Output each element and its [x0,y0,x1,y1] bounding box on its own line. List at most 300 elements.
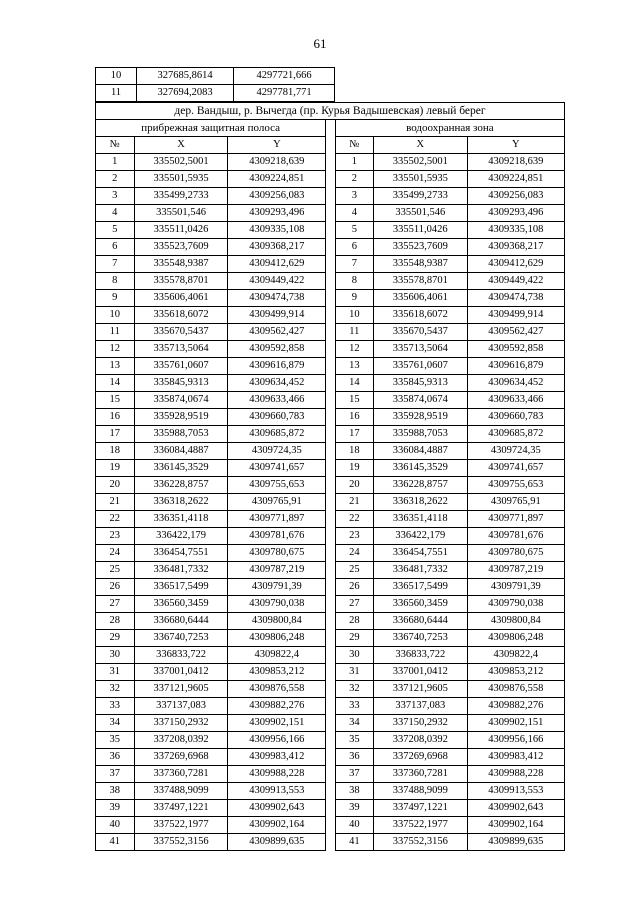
right-coordinate-x: 335511,0426 [373,222,467,239]
right-coordinate-y: 4309988,228 [467,766,564,783]
left-point-number: 20 [96,477,135,494]
table-row [96,511,565,528]
left-point-number: 30 [96,647,135,664]
header-y: Y [467,137,564,154]
left-point-number: 28 [96,613,135,630]
left-point-number: 22 [96,511,135,528]
left-coordinate-x: 336517,5499 [134,579,228,596]
right-coordinate-x: 335845,9313 [373,375,467,392]
right-coordinate-x: 335874,0674 [373,392,467,409]
table-row [96,239,565,256]
left-coordinate-x: 335618,6072 [134,307,228,324]
right-point-number: 5 [335,222,373,239]
table-row [96,358,565,375]
left-coordinate-y: 4309781,676 [228,528,326,545]
left-coordinate-x: 337360,7281 [134,766,228,783]
coordinate-x: 327694,2083 [137,85,234,102]
left-coordinate-y: 4309741,657 [228,460,326,477]
left-point-number: 36 [96,749,135,766]
gap-cell [326,732,335,749]
header-number: № [96,137,135,154]
gap-cell [326,545,335,562]
right-point-number: 15 [335,392,373,409]
gap-cell [326,154,335,171]
left-point-number: 39 [96,800,135,817]
right-coordinate-y: 4309592,858 [467,341,564,358]
page-number: 61 [313,36,327,51]
right-point-number: 12 [335,341,373,358]
left-coordinate-x: 336680,6444 [134,613,228,630]
right-coordinate-x: 335618,6072 [373,307,467,324]
right-coordinate-x: 335670,5437 [373,324,467,341]
table-row [96,545,565,562]
gap-cell [326,596,335,613]
table-row [96,341,565,358]
right-point-number: 35 [335,732,373,749]
right-point-number: 33 [335,698,373,715]
table-row [96,68,335,85]
left-point-number: 25 [96,562,135,579]
right-coordinate-y: 4309853,212 [467,664,564,681]
left-coordinate-y: 4309293,496 [228,205,326,222]
table-row [96,630,565,647]
left-coordinate-x: 337121,9605 [134,681,228,698]
left-coordinate-y: 4309853,212 [228,664,326,681]
right-coordinate-x: 335928,9519 [373,409,467,426]
right-coordinate-x: 337522,1977 [373,817,467,834]
right-coordinate-x: 335761,0607 [373,358,467,375]
table-row [96,205,565,222]
left-coordinate-x: 335845,9313 [134,375,228,392]
table-row [96,85,335,102]
header-x: X [373,137,467,154]
left-point-number: 33 [96,698,135,715]
right-point-number: 14 [335,375,373,392]
gap-cell [326,766,335,783]
gap-cell [326,239,335,256]
left-point-number: 27 [96,596,135,613]
gap-cell [326,562,335,579]
left-coordinate-y: 4309592,858 [228,341,326,358]
left-coordinate-y: 4309218,639 [228,154,326,171]
left-point-number: 13 [96,358,135,375]
right-coordinate-y: 4309224,851 [467,171,564,188]
left-coordinate-y: 4309787,219 [228,562,326,579]
right-point-number: 27 [335,596,373,613]
gap-cell [326,647,335,664]
header-x: X [134,137,228,154]
right-coordinate-y: 4309787,219 [467,562,564,579]
left-coordinate-y: 4309685,872 [228,426,326,443]
gap-cell [326,171,335,188]
right-point-number: 28 [335,613,373,630]
left-coordinate-x: 336422,179 [134,528,228,545]
left-coordinate-y: 4309956,166 [228,732,326,749]
table-row [96,290,565,307]
right-coordinate-x: 336454,7551 [373,545,467,562]
right-coordinate-y: 4309781,676 [467,528,564,545]
right-point-number: 19 [335,460,373,477]
left-coordinate-x: 335578,8701 [134,273,228,290]
right-coordinate-x: 336740,7253 [373,630,467,647]
gap-cell [326,749,335,766]
right-point-number: 39 [335,800,373,817]
left-point-number: 21 [96,494,135,511]
gap-cell [326,120,335,137]
left-coordinate-y: 4309913,553 [228,783,326,800]
right-coordinate-y: 4309218,639 [467,154,564,171]
right-point-number: 2 [335,171,373,188]
gap-cell [326,426,335,443]
table-row [96,817,565,834]
left-coordinate-y: 4309224,851 [228,171,326,188]
table-row [96,222,565,239]
left-coordinate-y: 4309806,248 [228,630,326,647]
left-coordinate-x: 336560,3459 [134,596,228,613]
right-coordinate-y: 4309822,4 [467,647,564,664]
table-row [96,256,565,273]
table-row [96,783,565,800]
table-row [96,766,565,783]
gap-cell [326,511,335,528]
left-coordinate-y: 4309449,422 [228,273,326,290]
left-coordinate-y: 4309902,164 [228,817,326,834]
coordinate-y: 4297721,666 [234,68,335,85]
right-point-number: 34 [335,715,373,732]
right-coordinate-x: 335548,9387 [373,256,467,273]
right-coordinate-y: 4309634,452 [467,375,564,392]
right-coordinate-x: 337137,083 [373,698,467,715]
right-coordinate-x: 337269,6968 [373,749,467,766]
right-coordinate-x: 336481,7332 [373,562,467,579]
left-point-number: 8 [96,273,135,290]
header-y: Y [228,137,326,154]
right-coordinate-y: 4309633,466 [467,392,564,409]
left-coordinate-x: 337001,0412 [134,664,228,681]
table-row [96,681,565,698]
table-row [96,375,565,392]
table-row [96,460,565,477]
gap-cell [326,256,335,273]
right-coordinate-y: 4309902,151 [467,715,564,732]
right-section-title: водоохранная зона [335,120,564,137]
gap-cell [326,528,335,545]
coordinate-x: 327685,8614 [137,68,234,85]
left-coordinate-x: 337488,9099 [134,783,228,800]
left-coordinate-x: 337137,083 [134,698,228,715]
right-coordinate-y: 4309474,738 [467,290,564,307]
right-point-number: 23 [335,528,373,545]
right-point-number: 25 [335,562,373,579]
left-coordinate-x: 336833,722 [134,647,228,664]
left-point-number: 14 [96,375,135,392]
table-row [96,443,565,460]
right-coordinate-x: 337150,2932 [373,715,467,732]
right-coordinate-y: 4309660,783 [467,409,564,426]
table-row [96,613,565,630]
table-row [96,307,565,324]
left-coordinate-x: 335511,0426 [134,222,228,239]
left-point-number: 19 [96,460,135,477]
right-point-number: 17 [335,426,373,443]
right-coordinate-y: 4309790,038 [467,596,564,613]
right-point-number: 9 [335,290,373,307]
right-coordinate-x: 335502,5001 [373,154,467,171]
right-coordinate-y: 4309724,35 [467,443,564,460]
left-point-number: 26 [96,579,135,596]
right-coordinate-y: 4309256,083 [467,188,564,205]
gap-cell [326,341,335,358]
right-coordinate-y: 4309562,427 [467,324,564,341]
right-point-number: 11 [335,324,373,341]
gap-cell [326,817,335,834]
right-point-number: 31 [335,664,373,681]
right-coordinate-y: 4309899,635 [467,834,564,851]
right-coordinate-y: 4309771,897 [467,511,564,528]
right-coordinate-y: 4309765,91 [467,494,564,511]
left-point-number: 31 [96,664,135,681]
left-coordinate-x: 335670,5437 [134,324,228,341]
right-point-number: 26 [335,579,373,596]
right-coordinate-x: 335501,5935 [373,171,467,188]
left-point-number: 6 [96,239,135,256]
left-coordinate-x: 337150,2932 [134,715,228,732]
right-point-number: 7 [335,256,373,273]
left-coordinate-y: 4309633,466 [228,392,326,409]
right-coordinate-y: 4309956,166 [467,732,564,749]
left-coordinate-y: 4309368,217 [228,239,326,256]
left-coordinate-y: 4309755,653 [228,477,326,494]
table-row [96,664,565,681]
right-coordinate-y: 4309685,872 [467,426,564,443]
right-coordinate-y: 4309882,276 [467,698,564,715]
table-row [96,171,565,188]
gap-cell [326,783,335,800]
left-coordinate-y: 4309335,108 [228,222,326,239]
right-point-number: 21 [335,494,373,511]
right-point-number: 16 [335,409,373,426]
right-coordinate-y: 4309806,248 [467,630,564,647]
left-point-number: 1 [96,154,135,171]
gap-cell [326,222,335,239]
left-point-number: 34 [96,715,135,732]
left-point-number: 12 [96,341,135,358]
gap-cell [326,630,335,647]
right-coordinate-x: 335523,7609 [373,239,467,256]
table-row [96,426,565,443]
right-coordinate-x: 335988,7053 [373,426,467,443]
right-coordinate-x: 337121,9605 [373,681,467,698]
right-coordinate-y: 4309293,496 [467,205,564,222]
right-coordinate-y: 4309791,39 [467,579,564,596]
left-coordinate-y: 4309474,738 [228,290,326,307]
gap-cell [326,273,335,290]
right-coordinate-x: 335499,2733 [373,188,467,205]
table-row [96,715,565,732]
table-row [96,392,565,409]
table-row [96,562,565,579]
gap-cell [326,409,335,426]
left-coordinate-x: 335606,4061 [134,290,228,307]
right-coordinate-x: 336422,179 [373,528,467,545]
left-coordinate-x: 335523,7609 [134,239,228,256]
right-coordinate-y: 4309902,164 [467,817,564,834]
right-point-number: 29 [335,630,373,647]
right-coordinate-x: 336145,3529 [373,460,467,477]
table-row [96,579,565,596]
left-point-number: 32 [96,681,135,698]
right-coordinate-y: 4309876,558 [467,681,564,698]
table-row [96,749,565,766]
left-point-number: 5 [96,222,135,239]
left-coordinate-y: 4309983,412 [228,749,326,766]
gap-cell [326,664,335,681]
left-coordinate-x: 335928,9519 [134,409,228,426]
right-coordinate-x: 336351,4118 [373,511,467,528]
right-point-number: 36 [335,749,373,766]
left-coordinate-x: 337269,6968 [134,749,228,766]
table-row [96,800,565,817]
left-coordinate-x: 336740,7253 [134,630,228,647]
left-coordinate-y: 4309499,914 [228,307,326,324]
gap-cell [326,800,335,817]
right-coordinate-x: 336517,5499 [373,579,467,596]
table-row [96,647,565,664]
right-coordinate-x: 335578,8701 [373,273,467,290]
table-row [96,477,565,494]
gap-cell [326,188,335,205]
right-coordinate-y: 4309499,914 [467,307,564,324]
table-row [96,409,565,426]
gap-cell [326,290,335,307]
gap-cell [326,477,335,494]
gap-cell [326,324,335,341]
right-coordinate-x: 336833,722 [373,647,467,664]
right-point-number: 13 [335,358,373,375]
left-coordinate-x: 335501,5935 [134,171,228,188]
gap-cell [326,392,335,409]
table-row [96,834,565,851]
left-coordinate-y: 4309902,151 [228,715,326,732]
point-number: 10 [96,68,137,85]
right-coordinate-y: 4309335,108 [467,222,564,239]
right-coordinate-y: 4309368,217 [467,239,564,256]
right-coordinate-y: 4309412,629 [467,256,564,273]
gap-cell [326,494,335,511]
left-coordinate-y: 4309822,4 [228,647,326,664]
left-point-number: 29 [96,630,135,647]
left-point-number: 35 [96,732,135,749]
right-coordinate-y: 4309780,675 [467,545,564,562]
left-point-number: 24 [96,545,135,562]
right-point-number: 41 [335,834,373,851]
left-coordinate-x: 335988,7053 [134,426,228,443]
right-coordinate-x: 336318,2622 [373,494,467,511]
left-coordinate-y: 4309791,39 [228,579,326,596]
right-coordinate-x: 337497,1221 [373,800,467,817]
table-row [96,698,565,715]
left-point-number: 3 [96,188,135,205]
right-point-number: 22 [335,511,373,528]
right-point-number: 38 [335,783,373,800]
right-point-number: 10 [335,307,373,324]
right-coordinate-y: 4309913,553 [467,783,564,800]
gap-cell [326,375,335,392]
right-coordinate-x: 336560,3459 [373,596,467,613]
left-coordinate-y: 4309634,452 [228,375,326,392]
left-point-number: 38 [96,783,135,800]
right-point-number: 30 [335,647,373,664]
right-point-number: 40 [335,817,373,834]
left-coordinate-y: 4309899,635 [228,834,326,851]
continuation-table [95,67,335,102]
gap-cell [326,205,335,222]
table-row [96,596,565,613]
right-coordinate-y: 4309449,422 [467,273,564,290]
left-coordinate-x: 337208,0392 [134,732,228,749]
gap-cell [326,698,335,715]
left-coordinate-x: 335501,546 [134,205,228,222]
right-coordinate-y: 4309616,879 [467,358,564,375]
right-point-number: 1 [335,154,373,171]
left-coordinate-x: 335761,0607 [134,358,228,375]
left-point-number: 7 [96,256,135,273]
left-coordinate-y: 4309562,427 [228,324,326,341]
left-coordinate-y: 4309412,629 [228,256,326,273]
gap-cell [326,358,335,375]
table-row [96,154,565,171]
table-row [96,273,565,290]
left-coordinate-y: 4309988,228 [228,766,326,783]
left-coordinate-y: 4309882,276 [228,698,326,715]
gap-cell [326,715,335,732]
left-coordinate-x: 336145,3529 [134,460,228,477]
right-coordinate-y: 4309800,84 [467,613,564,630]
right-coordinate-y: 4309741,657 [467,460,564,477]
gap-cell [326,834,335,851]
header-number: № [335,137,373,154]
left-coordinate-x: 335502,5001 [134,154,228,171]
right-coordinate-y: 4309902,643 [467,800,564,817]
left-coordinate-y: 4309876,558 [228,681,326,698]
left-point-number: 10 [96,307,135,324]
right-coordinate-x: 337208,0392 [373,732,467,749]
left-section-title: прибрежная защитная полоса [96,120,326,137]
gap-cell [326,681,335,698]
point-number: 11 [96,85,137,102]
left-coordinate-x: 336481,7332 [134,562,228,579]
left-coordinate-y: 4309660,783 [228,409,326,426]
left-coordinate-x: 336454,7551 [134,545,228,562]
left-point-number: 9 [96,290,135,307]
coordinates-table [95,102,565,851]
gap-cell [326,613,335,630]
gap-cell [326,460,335,477]
left-point-number: 37 [96,766,135,783]
left-coordinate-y: 4309616,879 [228,358,326,375]
left-coordinate-y: 4309765,91 [228,494,326,511]
left-point-number: 40 [96,817,135,834]
left-coordinate-y: 4309256,083 [228,188,326,205]
left-point-number: 2 [96,171,135,188]
right-point-number: 37 [335,766,373,783]
left-coordinate-x: 336228,8757 [134,477,228,494]
right-coordinate-x: 337360,7281 [373,766,467,783]
table-row [96,188,565,205]
left-coordinate-y: 4309902,643 [228,800,326,817]
right-point-number: 20 [335,477,373,494]
table-row [96,494,565,511]
